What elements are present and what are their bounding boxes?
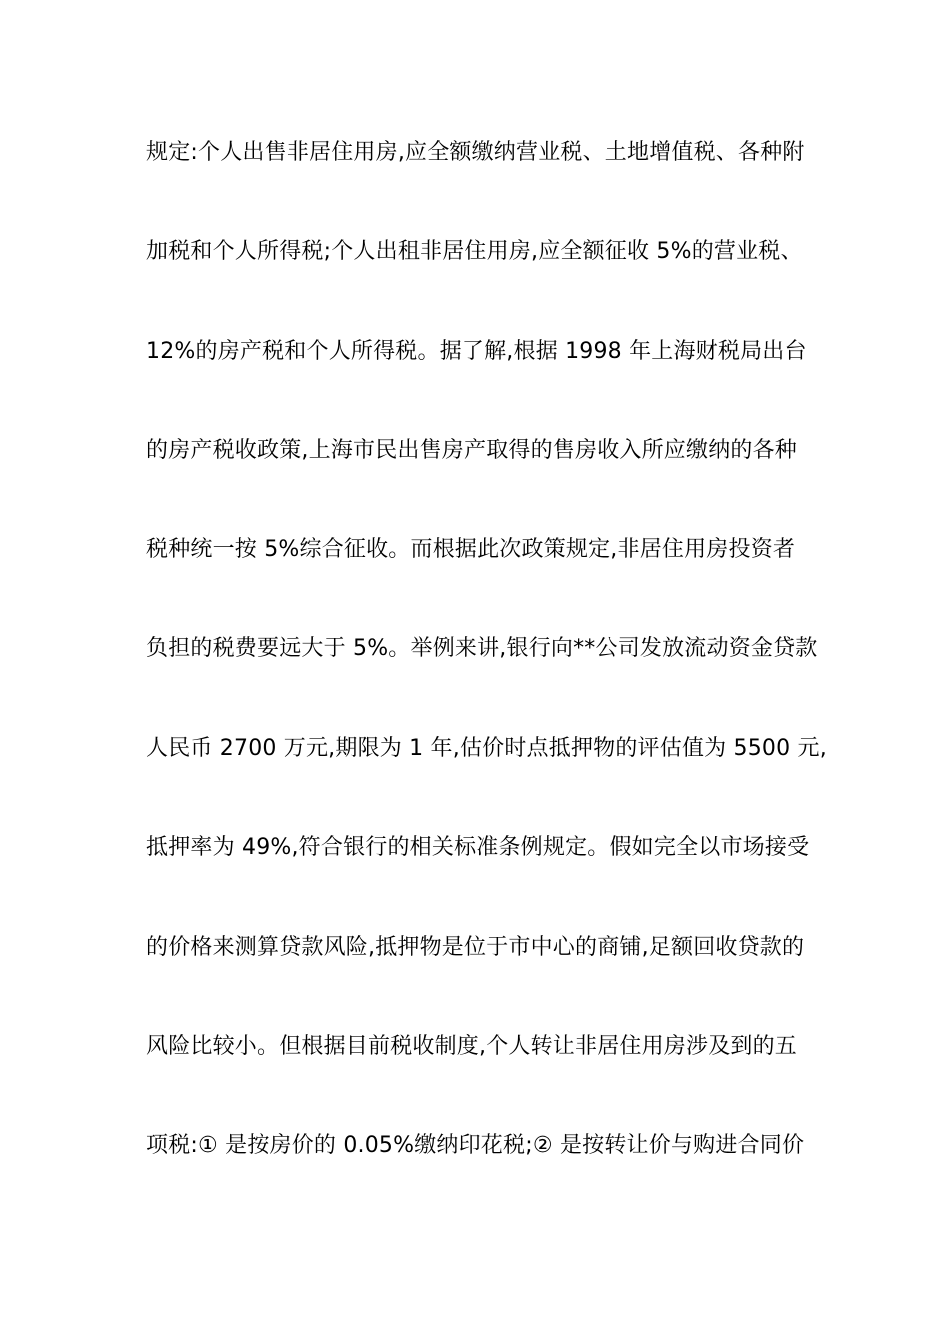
body-text-line: 人民币 2700 万元,期限为 1 年,估价时点抵押物的评估值为 5500 元, bbox=[146, 736, 827, 761]
body-text-line: 的价格来测算贷款风险,抵押物是位于市中心的商铺,足额回收贷款的 bbox=[146, 935, 805, 960]
body-text-line: 加税和个人所得税;个人出租非居住用房,应全额征收 5%的营业税、 bbox=[146, 239, 803, 264]
body-text-line: 规定:个人出售非居住用房,应全额缴纳营业税、土地增值税、各种附 bbox=[146, 140, 805, 165]
body-text-line: 抵押率为 49%,符合银行的相关标准条例规定。假如完全以市场接受 bbox=[146, 835, 810, 860]
body-text-line: 负担的税费要远大于 5%。举例来讲,银行向**公司发放流动资金贷款 bbox=[146, 636, 818, 661]
body-text-line: 税种统一按 5%综合征收。而根据此次政策规定,非居住用房投资者 bbox=[146, 537, 796, 562]
body-text-line: 12%的房产税和个人所得税。据了解,根据 1998 年上海财税局出台 bbox=[146, 339, 807, 364]
body-text-line: 的房产税收政策,上海市民出售房产取得的售房收入所应缴纳的各种 bbox=[146, 438, 797, 463]
body-text-line: 项税:① 是按房价的 0.05%缴纳印花税;② 是按转让价与购进合同价 bbox=[146, 1133, 805, 1158]
body-text-line: 风险比较小。但根据目前税收制度,个人转让非居住用房涉及到的五 bbox=[146, 1034, 797, 1059]
